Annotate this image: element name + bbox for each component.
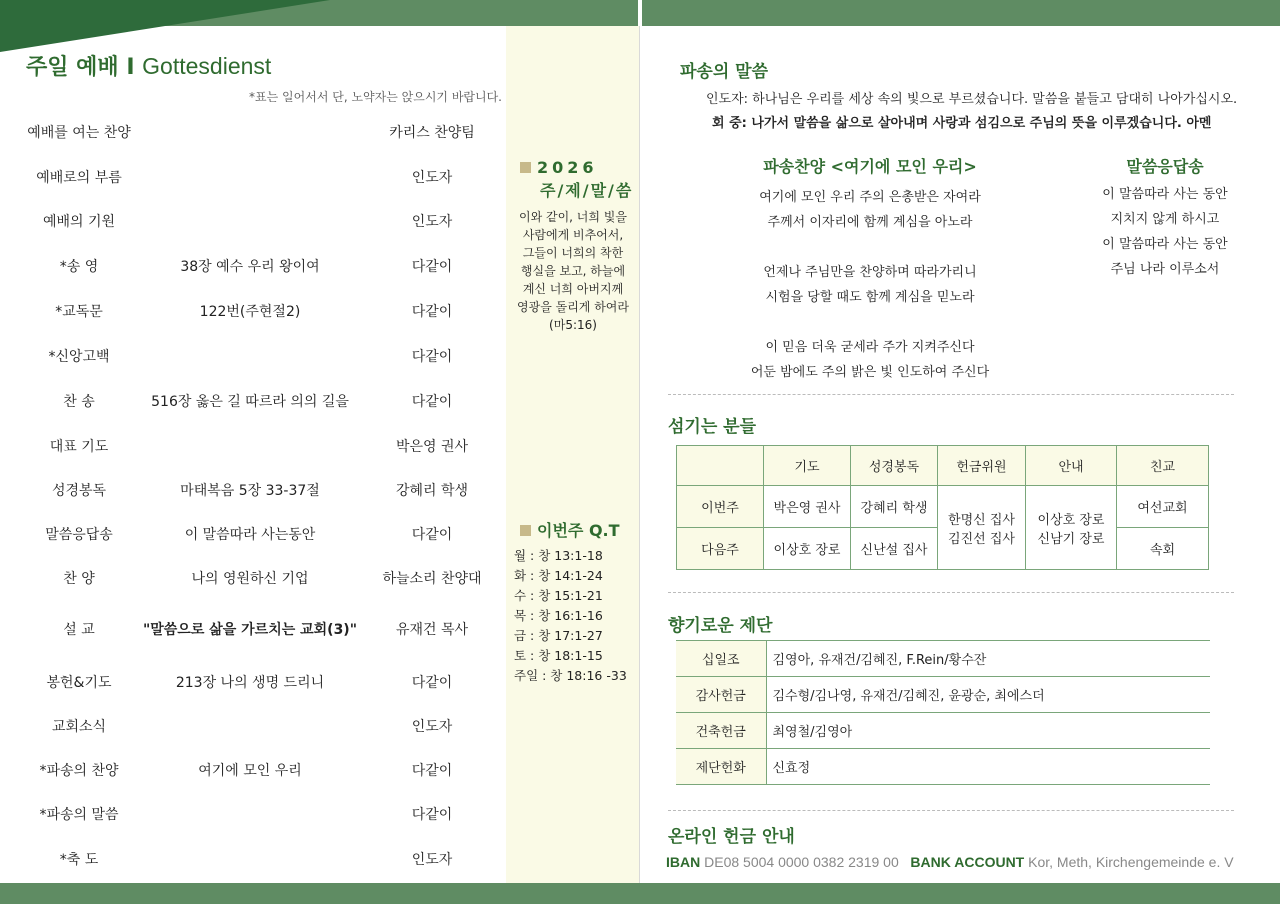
offering-label: 십일조 bbox=[676, 641, 766, 677]
offering-label: 제단헌화 bbox=[676, 749, 766, 785]
iban-label: IBAN bbox=[666, 854, 701, 870]
offering-names: 김수형/김나영, 유재건/김혜진, 윤광순, 최에스더 bbox=[766, 677, 1210, 713]
lyric-line: 이 말씀따라 사는 동안 bbox=[1102, 237, 1228, 252]
offering-row bbox=[676, 641, 1210, 677]
section-divider bbox=[668, 394, 1234, 395]
verse-line: 영광을 돌리게 하여라 bbox=[517, 300, 629, 314]
order-leader: 유재건 목사 bbox=[395, 622, 469, 638]
lyric-line: 지치지 않게 하시고 bbox=[1110, 212, 1220, 227]
order-detail: 38장 예수 우리 왕이여 bbox=[180, 259, 320, 275]
lyric-line: 여기에 모인 우리 주의 은총받은 자여라 bbox=[759, 190, 981, 205]
order-detail: 나의 영원하신 기업 bbox=[191, 571, 309, 587]
qt-item: 수 : 창 15:1-21 bbox=[514, 588, 603, 603]
bottom-banner bbox=[0, 883, 1280, 904]
order-item: 말씀응답송 bbox=[45, 527, 113, 543]
servers-header-cell: 기도 bbox=[764, 446, 851, 486]
order-row bbox=[0, 476, 506, 506]
order-leader: 다같이 bbox=[411, 304, 453, 320]
ushers-cell bbox=[1026, 486, 1117, 570]
lyric-line: 주께서 이자리에 함께 계심을 아노라 bbox=[767, 215, 973, 230]
order-leader: 하늘소리 찬양대 bbox=[382, 571, 482, 587]
page-fold bbox=[639, 26, 640, 883]
lyric-line: 시험을 당할 때도 함께 계심을 믿노라 bbox=[765, 290, 975, 305]
section-divider bbox=[668, 592, 1234, 593]
servers-cell: 박은영 권사 bbox=[764, 486, 851, 528]
verse-line: 행실을 보고, 하늘에 bbox=[520, 264, 626, 278]
servers-row-label: 이번주 bbox=[677, 486, 764, 528]
order-row bbox=[0, 252, 506, 282]
order-detail: 122번(주현절2) bbox=[199, 304, 301, 320]
servers-name: 한명신 집사 bbox=[948, 512, 1015, 528]
order-leader: 다같이 bbox=[411, 675, 453, 691]
leader-line: 인도자: 하나님은 우리를 세상 속의 빛으로 부르셨습니다. 말씀을 붙들고 담대히 나아가십시오. bbox=[706, 92, 1238, 107]
online-offering-title: 온라인 헌금 안내 bbox=[668, 827, 795, 847]
order-detail: 마태복음 5장 33-37절 bbox=[180, 483, 320, 499]
theme-word-heading: 주/제/말/씀 bbox=[540, 181, 634, 200]
sermon-title: "말씀으로 삶을 가르치는 교회(3)" bbox=[142, 622, 358, 638]
order-row bbox=[0, 297, 506, 327]
offering-label: 감사헌금 bbox=[676, 677, 766, 713]
order-row bbox=[0, 163, 506, 193]
order-item: *신앙고백 bbox=[48, 349, 110, 365]
order-leader: 인도자 bbox=[411, 719, 453, 735]
order-item: 예배를 여는 찬양 bbox=[27, 125, 131, 141]
qt-item: 월 : 창 13:1-18 bbox=[514, 548, 603, 563]
order-row bbox=[0, 342, 506, 372]
order-leader: 다같이 bbox=[411, 259, 453, 275]
servers-name: 이상호 장로 bbox=[1037, 512, 1105, 528]
servers-header-cell: 친교 bbox=[1117, 446, 1209, 486]
lyric-line: 이 믿음 더욱 굳세라 주가 지켜주신다 bbox=[765, 340, 975, 355]
servers-cell: 강혜리 학생 bbox=[851, 486, 938, 528]
order-row bbox=[0, 712, 506, 742]
order-leader: 카리스 찬양팀 bbox=[389, 125, 475, 141]
servers-row-label: 다음주 bbox=[677, 528, 764, 570]
qt-list bbox=[514, 546, 627, 686]
qt-item: 목 : 창 16:1-16 bbox=[514, 608, 603, 623]
order-leader: 다같이 bbox=[411, 763, 453, 779]
order-row bbox=[0, 668, 506, 698]
servers-name: 김진선 집사 bbox=[948, 531, 1015, 547]
order-leader: 박은영 권사 bbox=[395, 439, 469, 455]
order-item: 예배로의 부름 bbox=[36, 170, 122, 186]
square-bullet-icon bbox=[520, 525, 531, 536]
lyric-line: 어둔 밤에도 주의 밝은 빛 인도하여 주신다 bbox=[750, 365, 990, 380]
theme-year-heading: 2026 bbox=[520, 158, 598, 177]
theme-column bbox=[506, 26, 639, 883]
order-leader: 다같이 bbox=[411, 394, 453, 410]
order-item: *축 도 bbox=[59, 852, 99, 868]
lyric-line: 언제나 주님만을 찬양하며 따라가리니 bbox=[763, 265, 977, 280]
offering-table bbox=[676, 640, 1210, 785]
order-item: 예배의 기원 bbox=[42, 214, 116, 230]
order-row bbox=[0, 118, 506, 148]
order-row bbox=[0, 800, 506, 830]
order-leader: 다같이 bbox=[411, 807, 453, 823]
order-item: *파송의 찬양 bbox=[39, 763, 119, 779]
order-item: *송 영 bbox=[59, 259, 99, 275]
page-divider-top bbox=[638, 0, 642, 26]
congregation-line: 회 중: 나가서 말씀을 삶으로 살아내며 사랑과 섬김으로 주님의 뜻을 이루겠습니다. 아멘 bbox=[712, 116, 1212, 131]
order-row bbox=[0, 432, 506, 462]
verse-line: 이와 같이, 너희 빛을 bbox=[519, 210, 627, 224]
order-leader: 다같이 bbox=[411, 349, 453, 365]
qt-item: 화 : 창 14:1-24 bbox=[514, 568, 603, 583]
servers-header-cell: 안내 bbox=[1026, 446, 1117, 486]
offering-label: 건축헌금 bbox=[676, 713, 766, 749]
order-leader: 다같이 bbox=[411, 527, 453, 543]
sending-word-title: 파송의 말씀 bbox=[680, 62, 769, 82]
worship-title-de: Gottesdienst bbox=[142, 53, 272, 79]
order-detail: 이 말씀따라 사는동안 bbox=[184, 527, 316, 543]
sending-hymn-title: 파송찬양 <여기에 모인 우리> bbox=[763, 157, 977, 176]
order-row bbox=[0, 615, 506, 645]
offering-title: 향기로운 제단 bbox=[668, 616, 773, 636]
qt-item: 토 : 창 18:1-15 bbox=[514, 648, 603, 663]
verse-line: 계신 너희 아버지께 bbox=[522, 282, 624, 296]
order-row bbox=[0, 756, 506, 786]
order-detail: 여기에 모인 우리 bbox=[198, 763, 302, 779]
order-item: 교회소식 bbox=[51, 719, 107, 735]
offering-names: 김영아, 유재건/김혜진, F.Rein/황수잔 bbox=[766, 641, 1210, 677]
order-leader: 강혜리 학생 bbox=[395, 483, 469, 499]
order-item: 대표 기도 bbox=[49, 439, 109, 455]
order-row bbox=[0, 520, 506, 550]
servers-header-cell: 성경봉독 bbox=[851, 446, 938, 486]
servers-header-cell: 헌금위원 bbox=[938, 446, 1026, 486]
order-item: 봉헌&기도 bbox=[46, 675, 112, 691]
bank-info bbox=[666, 854, 1234, 870]
theme-verse bbox=[512, 208, 634, 334]
order-detail: 213장 나의 생명 드리니 bbox=[175, 675, 325, 691]
order-row bbox=[0, 564, 506, 594]
order-leader: 인도자 bbox=[411, 214, 453, 230]
order-leader: 인도자 bbox=[411, 170, 453, 186]
servers-row bbox=[677, 486, 1209, 528]
square-bullet-icon bbox=[520, 162, 531, 173]
verse-line: 사람에게 비추어서, bbox=[522, 228, 624, 242]
worship-title bbox=[26, 50, 271, 81]
order-leader: 인도자 bbox=[411, 852, 453, 868]
order-detail: 516장 옳은 길 따르라 의의 길을 bbox=[151, 394, 349, 410]
offering-names: 신효정 bbox=[766, 749, 1210, 785]
order-row bbox=[0, 207, 506, 237]
order-row bbox=[0, 845, 506, 875]
verse-line: 그들이 너희의 착한 bbox=[522, 246, 624, 260]
bank-account-value: Kor, Meth, Kirchengemeinde e. V bbox=[1028, 854, 1234, 870]
order-item: 성경봉독 bbox=[51, 483, 107, 499]
bank-account-label: BANK ACCOUNT bbox=[910, 854, 1025, 870]
offering-committee-cell bbox=[938, 486, 1026, 570]
order-item: 설 교 bbox=[63, 622, 95, 638]
servers-cell: 이상호 장로 bbox=[764, 528, 851, 570]
servers-header-cell bbox=[677, 446, 764, 486]
worship-title-ko: 주일 예배 I bbox=[26, 55, 143, 80]
section-divider bbox=[668, 810, 1234, 811]
servers-name: 신남기 장로 bbox=[1037, 531, 1105, 547]
offering-row bbox=[676, 749, 1210, 785]
standing-note: *표는 일어서서 단, 노약자는 앉으시기 바랍니다. bbox=[249, 90, 502, 104]
order-item: 찬 송 bbox=[63, 394, 95, 410]
lyric-line: 이 말씀따라 사는 동안 bbox=[1102, 187, 1228, 202]
servers-header-row bbox=[677, 446, 1209, 486]
order-row bbox=[0, 387, 506, 417]
lyric-line: 주님 나라 이루소서 bbox=[1110, 262, 1220, 277]
servers-cell: 속회 bbox=[1117, 528, 1209, 570]
qt-heading: 이번주 Q.T bbox=[520, 518, 620, 541]
servers-table bbox=[676, 445, 1209, 570]
order-item: *교독문 bbox=[55, 304, 103, 320]
offering-row bbox=[676, 713, 1210, 749]
iban-value: DE08 5004 0000 0382 2319 00 bbox=[704, 854, 899, 870]
response-song-title: 말씀응답송 bbox=[1126, 157, 1204, 176]
offering-names: 최영철/김영아 bbox=[766, 713, 1210, 749]
qt-item: 주일 : 창 18:16 -33 bbox=[514, 668, 627, 683]
order-item: *파송의 말씀 bbox=[39, 807, 119, 823]
verse-reference: (마5:16) bbox=[549, 318, 597, 332]
qt-item: 금 : 창 17:1-27 bbox=[514, 628, 603, 643]
servers-cell: 여선교회 bbox=[1117, 486, 1209, 528]
servers-title: 섬기는 분들 bbox=[668, 417, 757, 437]
servers-cell: 신난설 집사 bbox=[851, 528, 938, 570]
order-item: 찬 양 bbox=[63, 571, 95, 587]
top-banner-accent bbox=[0, 0, 330, 52]
offering-row bbox=[676, 677, 1210, 713]
